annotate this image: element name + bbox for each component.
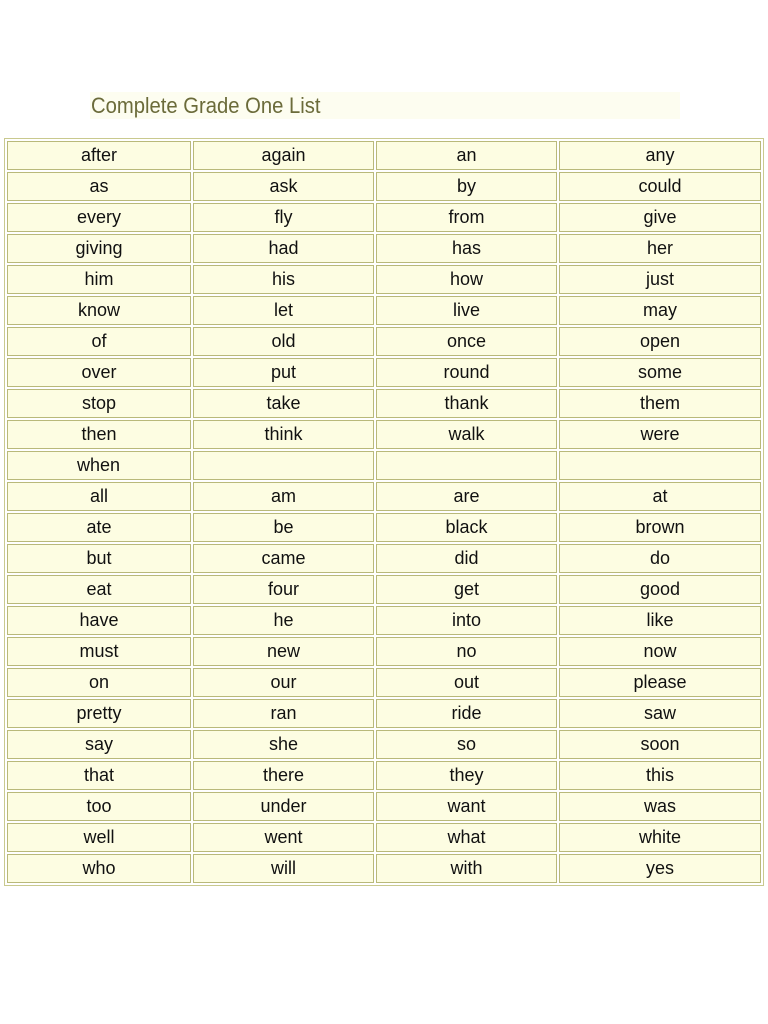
word-cell: yes xyxy=(559,854,761,883)
table-row xyxy=(7,451,761,480)
word-cell: him xyxy=(7,265,191,294)
word-cell: well xyxy=(7,823,191,852)
word-list-body xyxy=(7,141,761,883)
word-cell: came xyxy=(193,544,374,573)
word-cell: soon xyxy=(559,730,761,759)
table-row xyxy=(7,730,761,759)
word-cell: he xyxy=(193,606,374,635)
word-cell: with xyxy=(376,854,557,883)
word-cell: walk xyxy=(376,420,557,449)
word-cell: have xyxy=(7,606,191,635)
word-cell: think xyxy=(193,420,374,449)
word-cell xyxy=(193,451,374,480)
word-cell: know xyxy=(7,296,191,325)
table-row xyxy=(7,234,761,263)
word-cell: has xyxy=(376,234,557,263)
word-cell: after xyxy=(7,141,191,170)
word-cell: but xyxy=(7,544,191,573)
word-cell: will xyxy=(193,854,374,883)
word-cell: black xyxy=(376,513,557,542)
table-row xyxy=(7,637,761,666)
word-cell: all xyxy=(7,482,191,511)
word-cell: saw xyxy=(559,699,761,728)
word-cell: had xyxy=(193,234,374,263)
word-cell: get xyxy=(376,575,557,604)
word-cell: take xyxy=(193,389,374,418)
table-row xyxy=(7,699,761,728)
word-list-table xyxy=(4,138,764,886)
title-bar xyxy=(90,92,680,119)
table-row xyxy=(7,420,761,449)
word-cell: open xyxy=(559,327,761,356)
word-cell: any xyxy=(559,141,761,170)
table-row xyxy=(7,792,761,821)
word-cell: live xyxy=(376,296,557,325)
word-cell: her xyxy=(559,234,761,263)
word-cell: by xyxy=(376,172,557,201)
word-cell: ran xyxy=(193,699,374,728)
word-cell: over xyxy=(7,358,191,387)
word-cell: were xyxy=(559,420,761,449)
word-cell xyxy=(376,451,557,480)
word-cell: am xyxy=(193,482,374,511)
word-cell: what xyxy=(376,823,557,852)
word-cell: now xyxy=(559,637,761,666)
table-row xyxy=(7,668,761,697)
page-title: Complete Grade One List xyxy=(91,93,321,118)
table-row xyxy=(7,389,761,418)
word-cell: went xyxy=(193,823,374,852)
word-cell xyxy=(559,451,761,480)
word-cell: some xyxy=(559,358,761,387)
word-cell: them xyxy=(559,389,761,418)
word-cell: his xyxy=(193,265,374,294)
word-cell: give xyxy=(559,203,761,232)
word-cell: under xyxy=(193,792,374,821)
table-row xyxy=(7,265,761,294)
word-cell: that xyxy=(7,761,191,790)
word-cell: at xyxy=(559,482,761,511)
word-cell: every xyxy=(7,203,191,232)
word-cell: ride xyxy=(376,699,557,728)
word-cell: must xyxy=(7,637,191,666)
word-cell: into xyxy=(376,606,557,635)
table-row xyxy=(7,172,761,201)
word-cell: may xyxy=(559,296,761,325)
word-cell: say xyxy=(7,730,191,759)
word-cell: from xyxy=(376,203,557,232)
word-cell: then xyxy=(7,420,191,449)
word-cell: this xyxy=(559,761,761,790)
word-cell: pretty xyxy=(7,699,191,728)
word-cell: when xyxy=(7,451,191,480)
table-row xyxy=(7,544,761,573)
word-cell: on xyxy=(7,668,191,697)
word-cell: want xyxy=(376,792,557,821)
word-cell: no xyxy=(376,637,557,666)
word-cell: brown xyxy=(559,513,761,542)
table-row xyxy=(7,327,761,356)
table-row xyxy=(7,823,761,852)
word-cell: put xyxy=(193,358,374,387)
word-cell: thank xyxy=(376,389,557,418)
word-cell: she xyxy=(193,730,374,759)
word-cell: of xyxy=(7,327,191,356)
word-cell: new xyxy=(193,637,374,666)
word-cell: was xyxy=(559,792,761,821)
word-cell: giving xyxy=(7,234,191,263)
word-cell: good xyxy=(559,575,761,604)
word-cell: ask xyxy=(193,172,374,201)
word-cell: our xyxy=(193,668,374,697)
word-cell: an xyxy=(376,141,557,170)
word-cell: just xyxy=(559,265,761,294)
table-row xyxy=(7,296,761,325)
word-cell: too xyxy=(7,792,191,821)
word-cell: like xyxy=(559,606,761,635)
table-row xyxy=(7,761,761,790)
table-row xyxy=(7,482,761,511)
word-cell: stop xyxy=(7,389,191,418)
word-cell: round xyxy=(376,358,557,387)
word-cell: did xyxy=(376,544,557,573)
word-cell: do xyxy=(559,544,761,573)
table-row xyxy=(7,854,761,883)
word-cell: be xyxy=(193,513,374,542)
word-cell: ate xyxy=(7,513,191,542)
word-cell: out xyxy=(376,668,557,697)
table-row xyxy=(7,513,761,542)
word-cell: eat xyxy=(7,575,191,604)
word-cell: they xyxy=(376,761,557,790)
word-cell: how xyxy=(376,265,557,294)
table-row xyxy=(7,203,761,232)
word-cell: who xyxy=(7,854,191,883)
word-cell: four xyxy=(193,575,374,604)
table-row xyxy=(7,358,761,387)
word-cell: white xyxy=(559,823,761,852)
word-cell: let xyxy=(193,296,374,325)
word-cell: please xyxy=(559,668,761,697)
word-cell: old xyxy=(193,327,374,356)
table-row xyxy=(7,606,761,635)
word-cell: could xyxy=(559,172,761,201)
word-cell: are xyxy=(376,482,557,511)
table-row xyxy=(7,141,761,170)
word-cell: as xyxy=(7,172,191,201)
word-cell: so xyxy=(376,730,557,759)
word-cell: again xyxy=(193,141,374,170)
word-cell: there xyxy=(193,761,374,790)
word-cell: once xyxy=(376,327,557,356)
table-row xyxy=(7,575,761,604)
word-cell: fly xyxy=(193,203,374,232)
